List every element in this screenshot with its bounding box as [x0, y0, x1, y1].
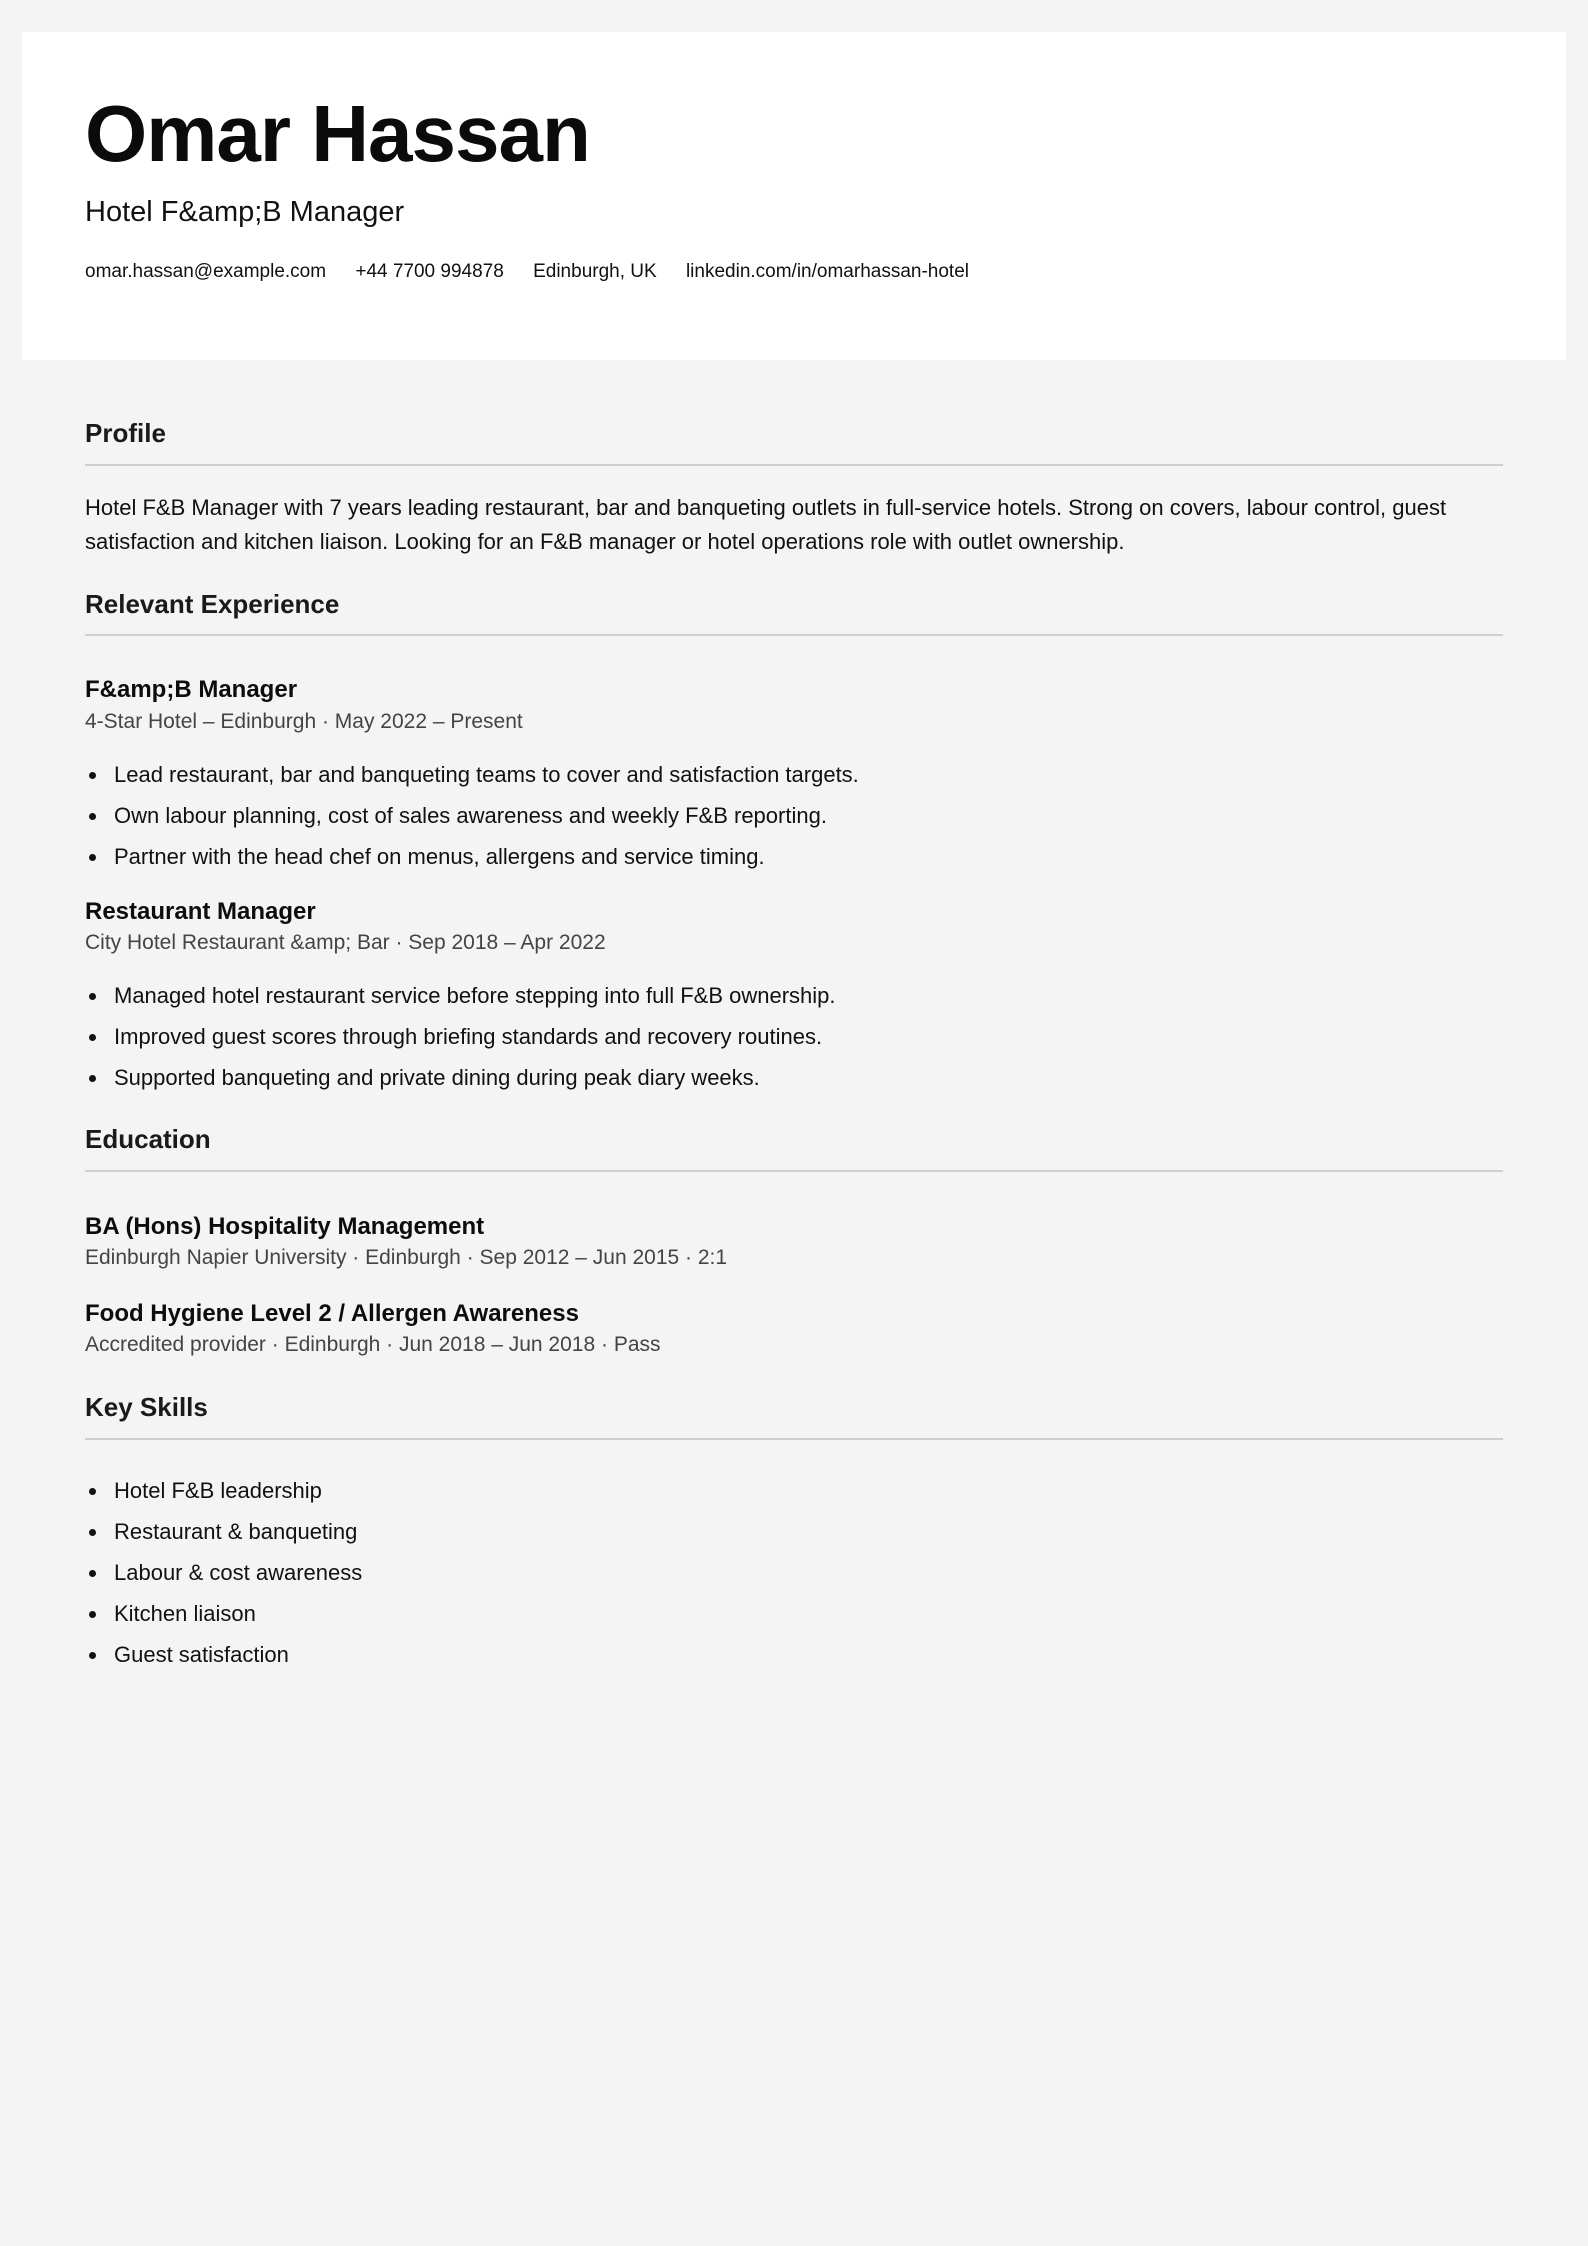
contact-line — [85, 262, 969, 281]
education-meta: Accredited provider · Edinburgh · Jun 2018 – Jun 2018 · Pass — [85, 1333, 661, 1356]
list-item: Hotel F&B leadership — [85, 1470, 362, 1511]
skills-list — [85, 1470, 362, 1675]
contact-location: Edinburgh, UK — [533, 261, 657, 282]
list-item: Kitchen liaison — [85, 1593, 362, 1634]
education-degree: Food Hygiene Level 2 / Allergen Awareness — [85, 1300, 579, 1327]
list-item: Labour & cost awareness — [85, 1552, 362, 1593]
job-meta: 4-Star Hotel – Edinburgh · May 2022 – Present — [85, 710, 523, 733]
list-item: Improved guest scores through briefing standards and recovery routines. — [85, 1016, 836, 1057]
list-item: Managed hotel restaurant service before stepping into full F&B ownership. — [85, 975, 836, 1016]
job-bullets — [85, 975, 836, 1098]
job-title: Restaurant Manager — [85, 898, 316, 925]
section-title-profile: Profile — [85, 418, 166, 448]
section-title-experience: Relevant Experience — [85, 589, 340, 619]
section-divider — [85, 464, 1503, 466]
education-degree: BA (Hons) Hospitality Management — [85, 1213, 485, 1240]
section-divider — [85, 1170, 1503, 1172]
section-title-skills: Key Skills — [85, 1392, 208, 1422]
list-item: Guest satisfaction — [85, 1634, 362, 1675]
job-title: F&amp;B Manager — [85, 676, 298, 703]
contact-email[interactable]: omar.hassan@example.com — [85, 261, 327, 282]
section-title-education: Education — [85, 1124, 211, 1154]
section-divider — [85, 1438, 1503, 1440]
list-item: Own labour planning, cost of sales awareness and weekly F&B reporting. — [85, 795, 859, 836]
candidate-headline: Hotel F&amp;B Manager — [85, 196, 405, 228]
contact-linkedin[interactable]: linkedin.com/in/omarhassan-hotel — [685, 261, 969, 282]
resume-header — [22, 32, 1566, 360]
section-divider — [85, 634, 1503, 636]
contact-phone[interactable]: +44 7700 994878 — [355, 261, 504, 282]
list-item: Restaurant & banqueting — [85, 1511, 362, 1552]
list-item: Partner with the head chef on menus, allergens and service timing. — [85, 836, 859, 877]
candidate-name: Omar Hassan — [85, 89, 590, 178]
job-meta: City Hotel Restaurant &amp; Bar · Sep 2018 – Apr 2022 — [85, 931, 606, 954]
list-item: Lead restaurant, bar and banqueting teams to cover and satisfaction targets. — [85, 754, 859, 795]
education-meta: Edinburgh Napier University · Edinburgh · Sep 2012 – Jun 2015 · 2:1 — [85, 1246, 728, 1269]
profile-summary: Hotel F&B Manager with 7 years leading restaurant, bar and banqueting outlets in full-service hotels. Strong on covers, labour control, guest satisfaction and kitchen liaison. Looking for an F&B manager or hotel operations role with outlet ownership. — [85, 495, 1447, 554]
job-bullets — [85, 754, 859, 877]
list-item: Supported banqueting and private dining during peak diary weeks. — [85, 1057, 836, 1098]
